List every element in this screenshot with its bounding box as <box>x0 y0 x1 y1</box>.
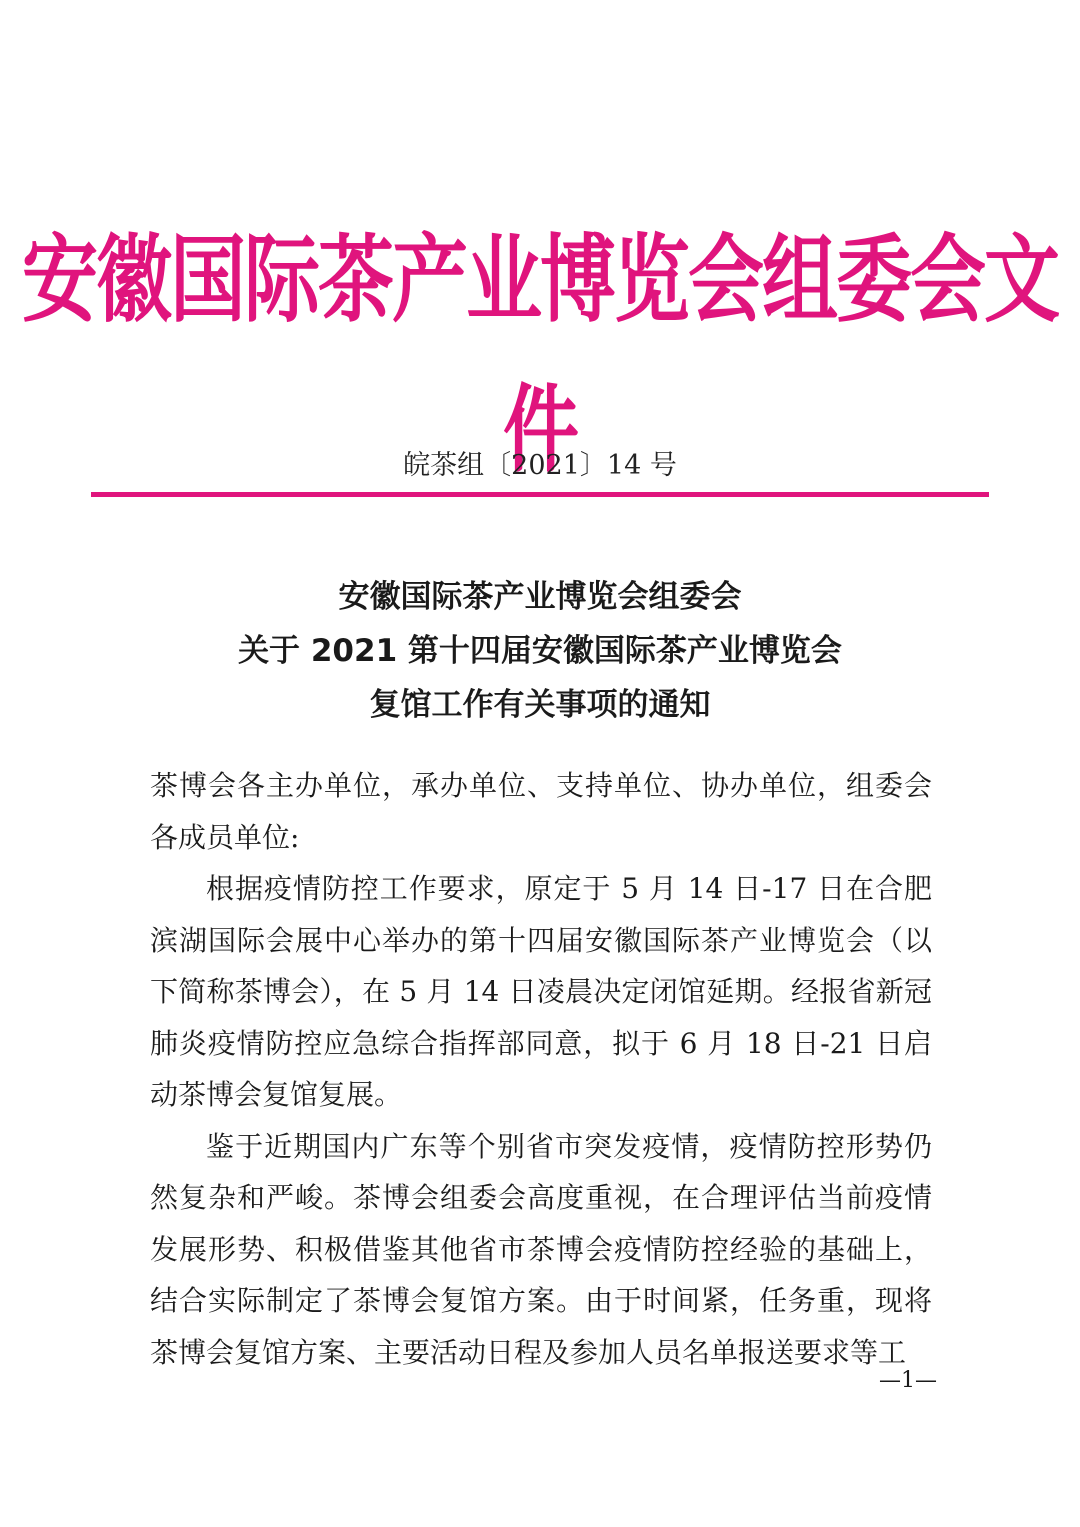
document-number: 皖茶组〔2021〕14 号 <box>403 450 677 481</box>
title-line-3: 复馆工作有关事项的通知 <box>369 687 711 723</box>
document-body <box>150 760 932 1378</box>
body-paragraph-1: 根据疫情防控工作要求，原定于 5 月 14 日-17 日在合肥滨湖国际会展中心举办的第十四届安徽国际茶产业博览会（以下简称茶博会），在 5 月 14 日凌晨决定闭馆延期。经报省新冠肺炎疫情防控应急综合指挥部同意，拟于 6 月 18 日-21 日启动茶博会复馆复展。 <box>150 872 932 1111</box>
title-line-2: 关于 2021 第十四届安徽国际茶产业博览会 <box>238 633 842 669</box>
page-number: —1— <box>879 1368 937 1393</box>
header-divider-line <box>91 492 989 497</box>
salutation: 茶博会各主办单位，承办单位、支持单位、协办单位，组委会各成员单位: <box>150 769 932 854</box>
document-header-banner: 安徽国际茶产业博览会组委会文件 <box>22 223 1058 485</box>
title-line-1: 安徽国际茶产业博览会组委会 <box>338 579 742 615</box>
body-paragraph-2: 鉴于近期国内广东等个别省市突发疫情，疫情防控形势仍然复杂和严峻。茶博会组委会高度重视，在合理评估当前疫情发展形势、积极借鉴其他省市茶博会疫情防控经验的基础上，结合实际制定了茶博会复馆方案。由于时间紧，任务重，现将茶博会复馆方案、主要活动日程及参加人员名单报送要求等工 <box>150 1129 932 1369</box>
document-title <box>0 570 1080 732</box>
